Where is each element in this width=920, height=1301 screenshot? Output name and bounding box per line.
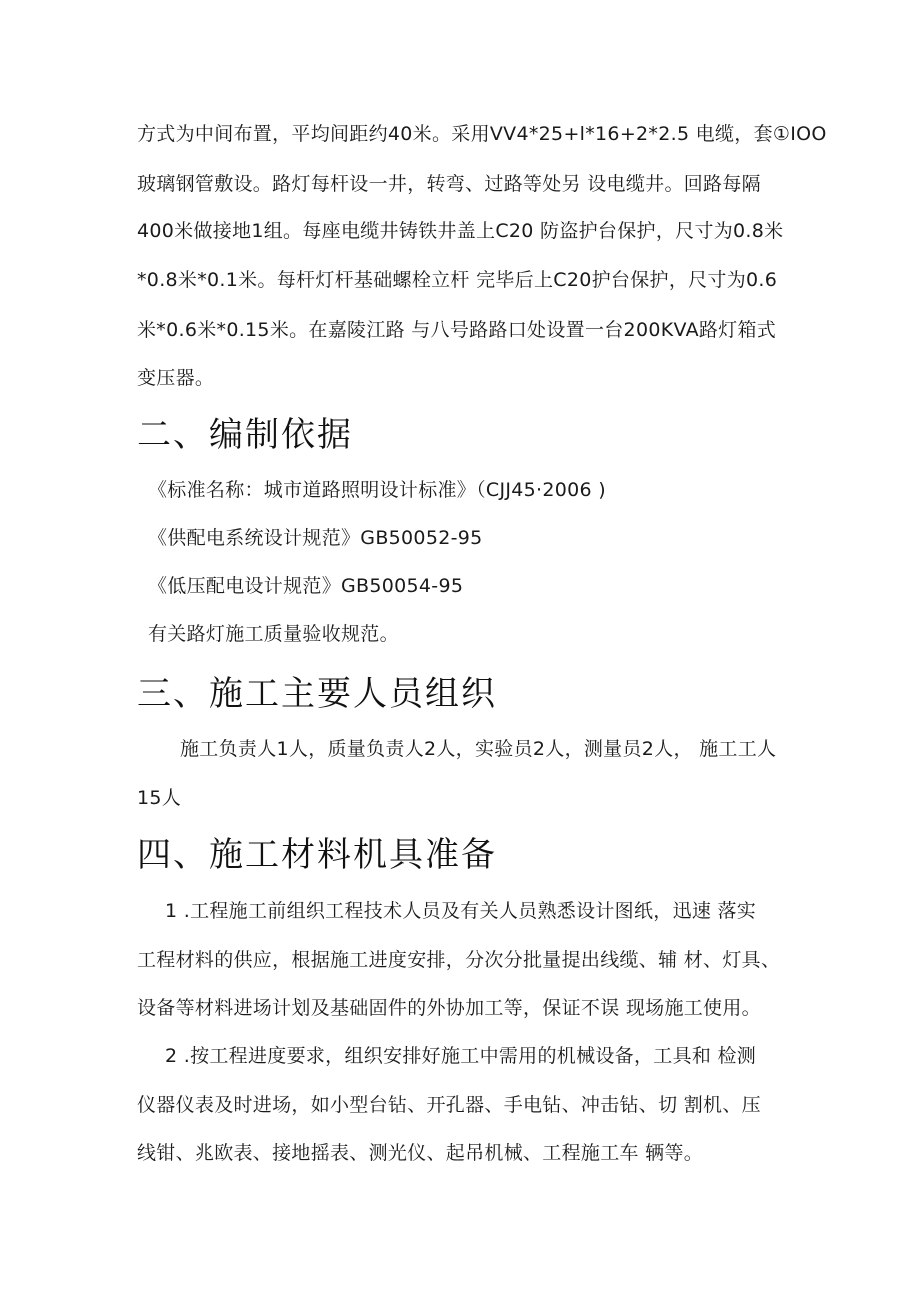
item-2-line-1: 2 .按工程进度要求，组织安排好施工中需用的机械设备，工具和 检测	[165, 1045, 757, 1067]
staff-line-1: 施工负责人1人，质量负责人2人，实验员2人，测量员2人， 施工工人	[180, 738, 777, 760]
section-3-title: 三、施工主要人员组织	[137, 674, 497, 714]
intro-line-4: *0.8米*0.1米。每杆灯杆基础螺栓立杆 完毕后上C20护台保护，尺寸为0.6	[137, 269, 778, 291]
item-2-line-2: 仪器仪表及时进场，如小型台钻、开孔器、手电钻、冲击钻、切 割机、压	[137, 1094, 761, 1116]
item-1-line-2: 工程材料的供应，根据施工进度安排，分次分批量提出线缆、辅 材、灯具、	[137, 949, 781, 971]
intro-line-3: 400米做接地1组。每座电缆井铸铁井盖上C20 防盗护台保护，尺寸为0.8米	[137, 220, 784, 242]
reference-item: 《供配电系统设计规范》GB50052-95	[148, 527, 483, 549]
intro-line-1: 方式为中间布置，平均间距约40米。采用VV4*25+l*16+2*2.5 电缆，套①IOO	[137, 123, 827, 145]
section-2-title: 二、编制依据	[137, 415, 353, 455]
reference-item: 有关路灯施工质量验收规范。	[148, 623, 399, 645]
staff-line-2: 15人	[137, 787, 182, 809]
reference-item: 《标准名称：城市道路照明设计标准》（CJJ45·2006 )	[148, 479, 606, 501]
item-1-line-3: 设备等材料进场计划及基础固件的外协加工等，保证不误 现场施工使用。	[137, 997, 761, 1019]
intro-line-2: 玻璃钢管敷设。路灯每杆设一井，转弯、过路等处另 设电缆井。回路每隔	[137, 173, 761, 195]
item-1-line-1: 1 .工程施工前组织工程技术人员及有关人员熟悉设计图纸，迅速 落实	[165, 900, 757, 922]
intro-line-5: 米*0.6米*0.15米。在嘉陵江路 与八号路路口处设置一台200KVA路灯箱式	[137, 319, 777, 341]
section-4-title: 四、施工材料机具准备	[137, 835, 497, 875]
item-2-line-3: 线钳、兆欧表、接地摇表、测光仪、起吊机械、工程施工车 辆等。	[137, 1142, 704, 1164]
reference-item: 《低压配电设计规范》GB50054-95	[148, 575, 464, 597]
intro-line-6: 变压器。	[137, 367, 215, 389]
